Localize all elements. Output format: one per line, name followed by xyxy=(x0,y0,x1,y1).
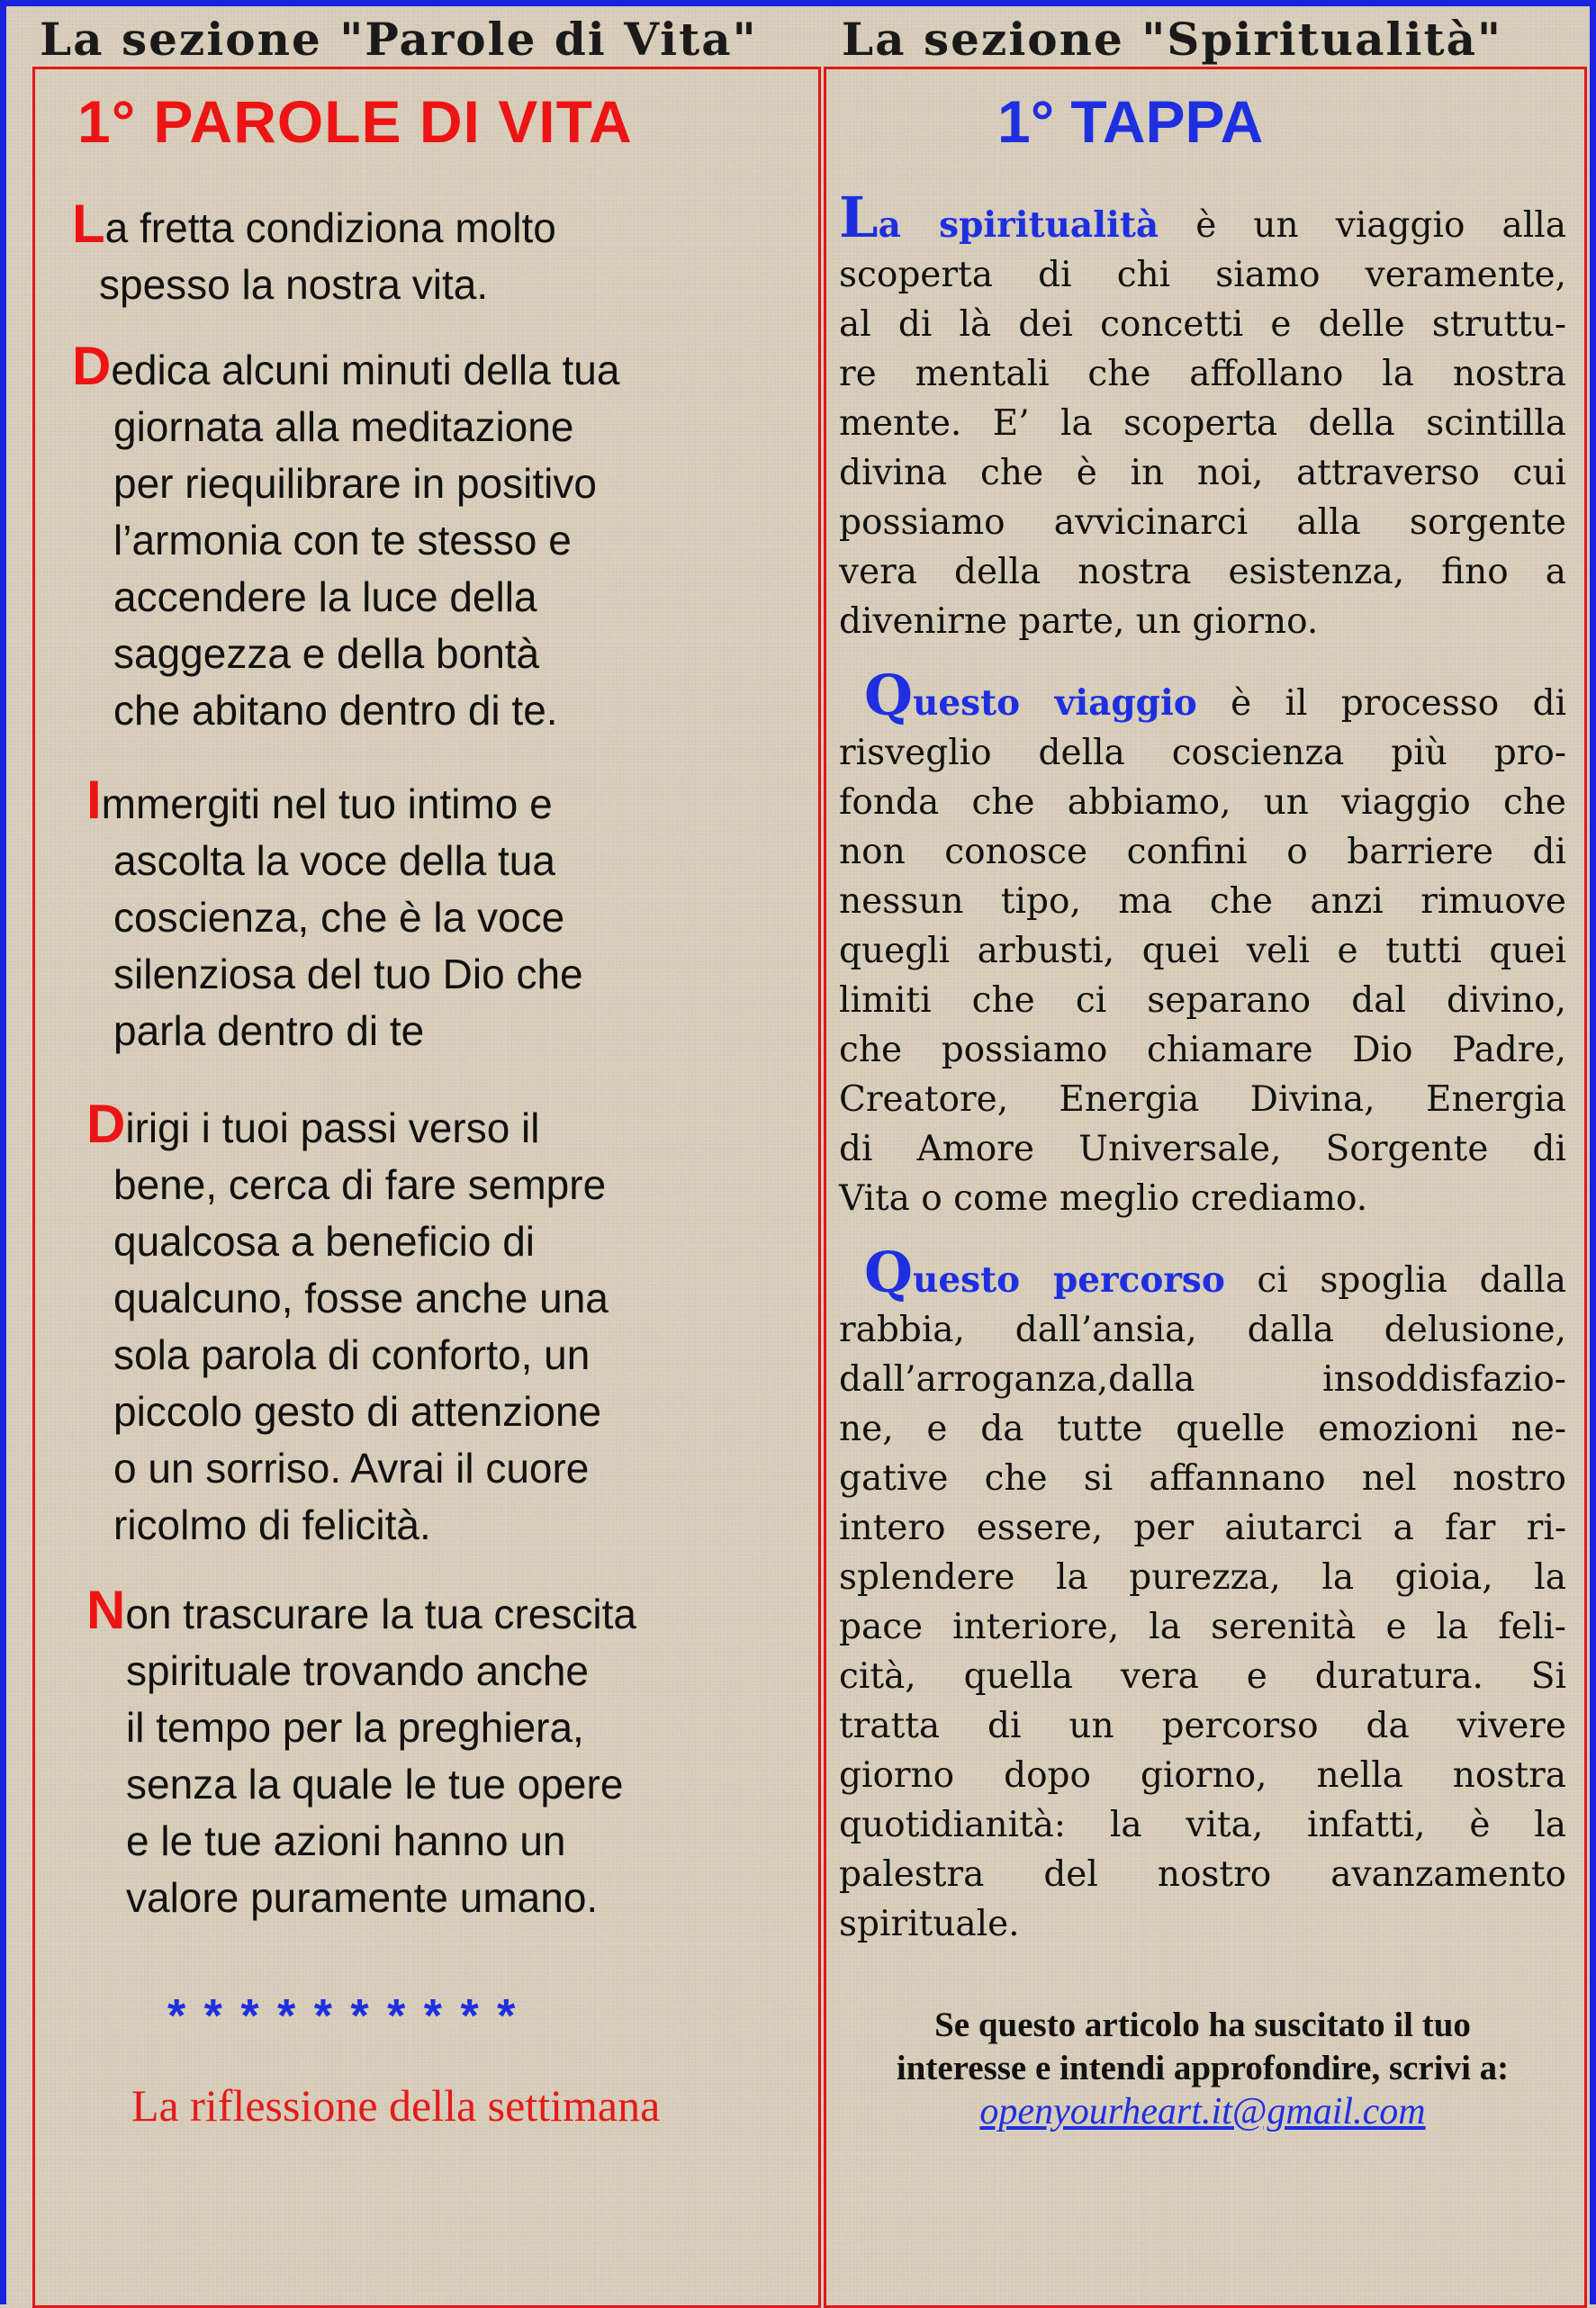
paragraph-line: divina che è in noi, attraverso cui xyxy=(839,453,1566,493)
line-text: è un viaggio alla xyxy=(1159,205,1566,246)
paragraph-line: bene, cerca di fare sempre xyxy=(113,1161,607,1208)
paragraph-line: Creatore, Energia Divina, Energia xyxy=(839,1079,1566,1120)
paragraph-line xyxy=(72,336,620,399)
line-text: a fretta condiziona molto xyxy=(104,204,556,251)
drop-cap: D xyxy=(72,336,112,396)
paragraph-line: il tempo per la preghiera, xyxy=(126,1704,584,1751)
paragraph-line: possiamo avvicinarci alla sorgente xyxy=(839,502,1566,543)
paragraph-line: di Amore Universale, Sorgente di xyxy=(839,1129,1566,1169)
left-paragraph-5 xyxy=(86,1580,636,1926)
paragraph-line: Vita o come meglio crediamo. xyxy=(839,1178,1368,1219)
left-paragraph-3 xyxy=(86,770,583,1059)
paragraph-line xyxy=(86,1094,609,1157)
drop-cap: D xyxy=(86,1094,126,1154)
paragraph-line: pace interiore, la serenità e la feli- xyxy=(839,1607,1566,1647)
paragraph-line: giorno dopo giorno, nella nostra xyxy=(839,1755,1566,1796)
paragraph-line: e le tue azioni hanno un xyxy=(126,1817,566,1864)
line-text: è il processo di xyxy=(1196,683,1567,724)
lead-phrase: a spiritualità xyxy=(878,204,1159,246)
contact-line: Se questo articolo ha suscitato il tuo xyxy=(934,2006,1471,2044)
paragraph-line: che possiamo chiamare Dio Padre, xyxy=(839,1030,1566,1070)
paragraph-line: senza la quale le tue opere xyxy=(126,1761,624,1808)
paragraph-line xyxy=(86,770,583,833)
paragraph-line: spirituale. xyxy=(839,1904,1020,1944)
paragraph-line: giornata alla meditazione xyxy=(113,403,574,450)
drop-cap: L xyxy=(839,185,879,250)
header-left-title: La sezione "Parole di Vita" xyxy=(40,13,758,66)
paragraph-line: per riequilibrare in positivo xyxy=(113,460,597,507)
right-paragraph-1 xyxy=(839,185,1566,646)
line-text: mmergiti nel tuo intimo e xyxy=(101,780,553,827)
paragraph-line: re mentali che affollano la nostra xyxy=(839,354,1566,394)
drop-cap: Q xyxy=(864,663,914,728)
paragraph-line: cità, quella vera e duratura. Si xyxy=(839,1656,1566,1697)
paragraph-line: risveglio della coscienza più pro- xyxy=(839,733,1566,773)
drop-cap: I xyxy=(86,770,102,830)
email-link[interactable]: openyourheart.it@gmail.com xyxy=(979,2091,1426,2132)
page-header xyxy=(0,13,1596,68)
paragraph-line: l’armonia con te stesso e xyxy=(113,517,572,563)
left-paragraph-2 xyxy=(72,336,620,739)
paragraph-line: intero essere, per aiutarci a far ri- xyxy=(839,1508,1566,1548)
paragraph-line: gative che si affannano nel nostro xyxy=(839,1458,1566,1499)
paragraph-line xyxy=(839,1240,1567,1305)
paragraph-line: coscienza, che è la voce xyxy=(113,894,565,941)
paragraph-line: spirituale trovando anche xyxy=(126,1647,589,1694)
line-text: irigi i tuoi passi verso il xyxy=(125,1104,540,1151)
paragraph-line: tratta di un percorso da vivere xyxy=(839,1706,1566,1746)
paragraph-line: sola parola di conforto, un xyxy=(113,1331,591,1378)
paragraph-line: mente. E’ la scoperta della scintilla xyxy=(839,403,1566,444)
header-right-title: La sezione "Spiritualità" xyxy=(842,13,1503,66)
paragraph-line: ne, e da tutte quelle emozioni ne- xyxy=(839,1409,1566,1449)
paragraph-line: che abitano dentro di te. xyxy=(113,687,558,734)
contact-line: interesse e intendi approfondire, scrivi a: xyxy=(896,2049,1510,2087)
paragraph-line: parla dentro di te xyxy=(113,1007,425,1054)
contact-block xyxy=(839,2004,1566,2133)
right-column-title: 1° TAPPA xyxy=(997,88,1264,155)
right-paragraph-3 xyxy=(839,1240,1567,1949)
paragraph-line: scoperta di chi siamo veramente, xyxy=(839,255,1566,295)
paragraph-line: silenziosa del tuo Dio che xyxy=(113,951,583,997)
paragraph-line: dall’arroganza,dalla insoddisfazio- xyxy=(839,1359,1566,1400)
paragraph-line: splendere la purezza, la gioia, la xyxy=(839,1557,1566,1598)
drop-cap: L xyxy=(72,194,105,254)
right-paragraph-2 xyxy=(839,663,1567,1223)
paragraph-line: divenirne parte, un giorno. xyxy=(839,601,1319,642)
paragraph-line: accendere la luce della xyxy=(113,573,537,620)
paragraph-line: qualcosa a beneficio di xyxy=(113,1218,535,1265)
paragraph-line xyxy=(86,1580,636,1643)
paragraph-line: ricolmo di felicità. xyxy=(113,1501,431,1548)
paragraph-line xyxy=(839,185,1566,250)
line-text: ci spoglia dalla xyxy=(1224,1260,1567,1301)
left-column-title: 1° PAROLE DI VITA xyxy=(77,88,633,155)
paragraph-line: palestra del nostro avanzamento xyxy=(839,1854,1566,1895)
paragraph-line: piccolo gesto di attenzione xyxy=(113,1388,602,1435)
star-separator: * * * * * * * * * * xyxy=(167,1990,518,2042)
line-text: on trascurare la tua crescita xyxy=(125,1591,636,1637)
paragraph-line: vera della nostra esistenza, fino a xyxy=(839,552,1566,592)
drop-cap: Q xyxy=(864,1240,914,1305)
weekly-reflection-label: La riflessione della settimana xyxy=(131,2080,661,2131)
lead-phrase: uesto viaggio xyxy=(913,682,1197,724)
paragraph-line xyxy=(839,663,1567,728)
paragraph-line: ascolta la voce della tua xyxy=(113,837,555,884)
lead-phrase: uesto percorso xyxy=(913,1259,1225,1301)
paragraph-line: nessun tipo, ma che anzi rimuove xyxy=(839,881,1566,922)
paragraph-line: valore puramente umano. xyxy=(126,1874,599,1921)
left-paragraph-4 xyxy=(86,1094,609,1554)
paragraph-line: o un sorriso. Avrai il cuore xyxy=(113,1445,590,1492)
paragraph-line: quotidianità: la vita, infatti, è la xyxy=(839,1805,1566,1845)
drop-cap: N xyxy=(86,1580,126,1640)
paragraph-line: limiti che ci separano dal divino, xyxy=(839,980,1566,1021)
left-paragraph-1 xyxy=(72,194,556,313)
paragraph-line: al di là dei concetti e delle struttu- xyxy=(839,304,1566,345)
paragraph-line: rabbia, dall’ansia, dalla delusione, xyxy=(839,1310,1566,1350)
line-text: edica alcuni minuti della tua xyxy=(111,347,620,393)
paragraph-line: saggezza e della bontà xyxy=(113,630,540,677)
paragraph-line: non conosce confini o barriere di xyxy=(839,832,1566,872)
paragraph-line: spesso la nostra vita. xyxy=(99,261,489,308)
paragraph-line xyxy=(72,194,556,257)
paragraph-line: fonda che abbiamo, un viaggio che xyxy=(839,782,1566,823)
paragraph-line: qualcuno, fosse anche una xyxy=(113,1275,609,1321)
paragraph-line: quegli arbusti, quei veli e tutti quei xyxy=(839,931,1566,971)
